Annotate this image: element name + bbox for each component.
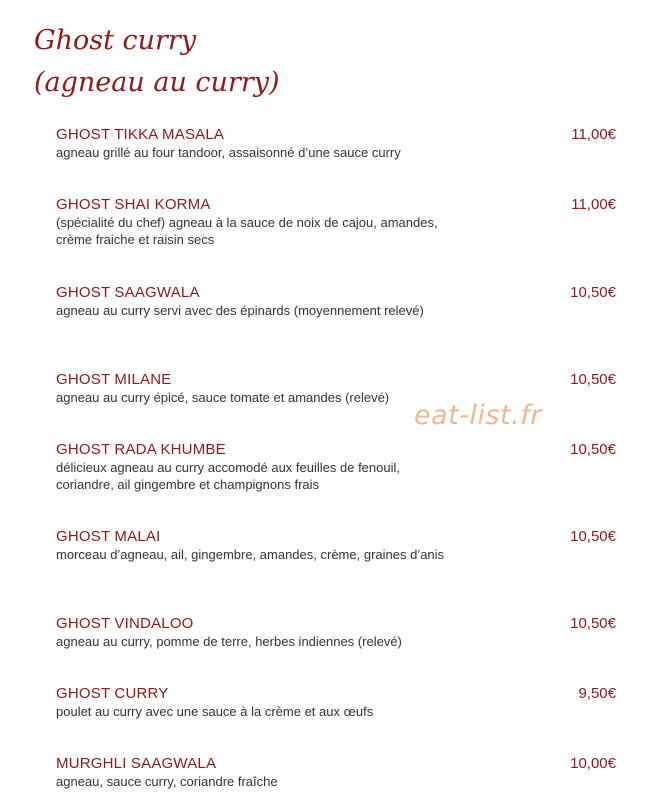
menu-item: [56, 615, 616, 685]
watermark: eat-list.fr: [414, 400, 542, 431]
item-name: GHOST VINDALOO: [56, 615, 194, 632]
menu-item: [56, 755, 616, 795]
item-description: (spécialité du chef) agneau à la sauce de noix de cajou, amandes, crème fraiche et raisin secs: [56, 215, 438, 247]
item-description: agneau, sauce curry, coriandre fraîche: [56, 774, 278, 789]
item-price: 10,00€: [570, 755, 616, 772]
item-description: agneau au curry, pomme de terre, herbes indiennes (relevé): [56, 634, 402, 649]
menu-item: [56, 284, 616, 371]
menu-item: [56, 528, 616, 615]
item-description: morceau d’agneau, ail, gingembre, amandes, crème, graines d’anis: [56, 547, 445, 562]
item-price: 11,00€: [571, 196, 616, 213]
item-price: 9,50€: [578, 685, 616, 702]
item-description: agneau grillé au four tandoor, assaisonné d’une sauce curry: [56, 145, 401, 160]
item-price: 10,50€: [570, 441, 616, 458]
item-name: GHOST CURRY: [56, 685, 169, 702]
menu-list: [56, 126, 616, 795]
menu-item: [56, 196, 616, 284]
menu-item: [56, 441, 616, 528]
section-title-line-1: Ghost curry: [34, 25, 197, 56]
item-price: 11,00€: [571, 126, 616, 143]
item-price: 10,50€: [570, 528, 616, 545]
item-description: agneau au curry servi avec des épinards (moyennement relevé): [56, 303, 424, 318]
item-price: 10,50€: [570, 371, 616, 388]
menu-item: [56, 126, 616, 196]
section-title: [34, 20, 280, 104]
item-name: GHOST SAAGWALA: [56, 284, 200, 301]
item-name: GHOST MALAI: [56, 528, 161, 545]
section-title-line-2: (agneau au curry): [34, 67, 280, 98]
item-name: MURGHLI SAAGWALA: [56, 755, 217, 772]
item-name: GHOST RADA KHUMBE: [56, 441, 226, 458]
item-description: agneau au curry épicé, sauce tomate et amandes (relevé): [56, 390, 390, 405]
item-description: poulet au curry avec une sauce à la crème et aux œufs: [56, 704, 374, 719]
menu-item: [56, 685, 616, 755]
item-name: GHOST SHAI KORMA: [56, 196, 211, 213]
item-price: 10,50€: [570, 615, 616, 632]
item-description: délicieux agneau au curry accomodé aux feuilles de fenouil, coriandre, ail gingembre et champignons frais: [56, 460, 400, 492]
item-name: GHOST MILANE: [56, 371, 172, 388]
item-name: GHOST TIKKA MASALA: [56, 126, 225, 143]
item-price: 10,50€: [570, 284, 616, 301]
